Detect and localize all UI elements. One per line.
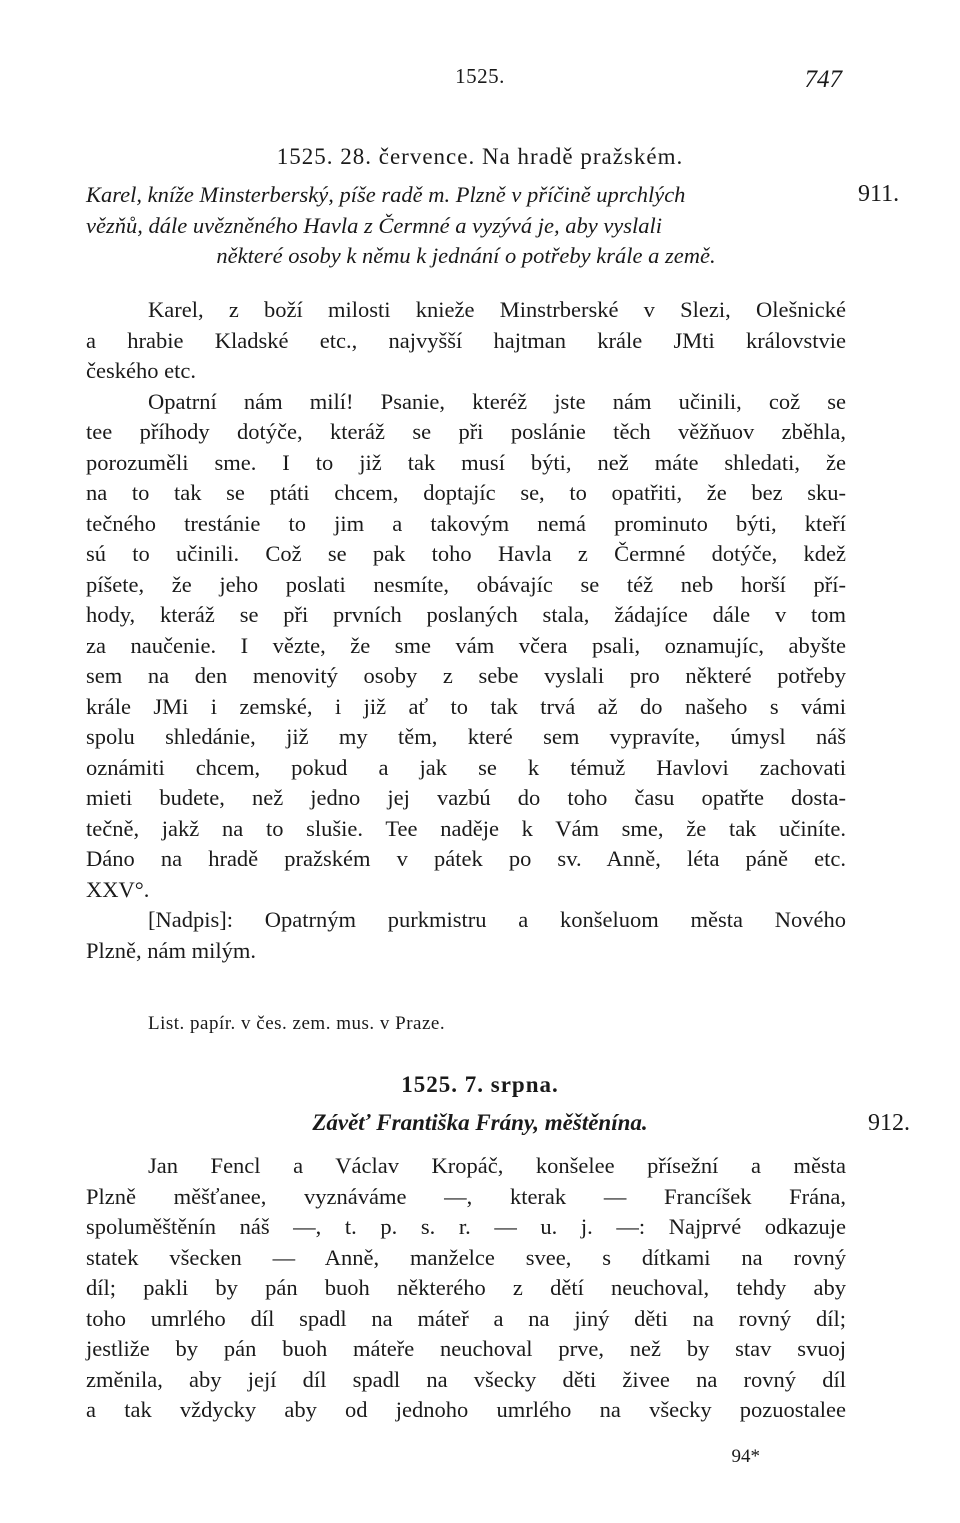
doc911-line: píšete, že jeho poslati nesmíte, obávajíc se též neb horší pří- — [86, 571, 846, 597]
doc912-line: toho umrlého díl spadl na máteř a na jiný děti na rovný díl; — [86, 1305, 846, 1331]
doc911-line: hody, kteráž se při prvních poslaných stala, žádajíce dále v tom — [86, 602, 846, 627]
doc912-line: statek všecken — Anně, manželce svee, s dítkami na rovný — [86, 1244, 846, 1270]
doc911-line: na to tak se ptáti chcem, doptajíc se, to opatřiti, že bez sku- — [86, 480, 846, 505]
doc911-regest-line: vězňů, dále uvězněného Havla z Čermné a vyzývá je, aby vyslali — [86, 212, 663, 238]
doc911-line: za naučenie. I vězte, že sme vám včera psali, oznamujíc, abyšte — [86, 632, 846, 658]
doc911-line: tečně, jakž na to slušie. Tee naděje k Vám sme, že tak učiníte. — [86, 815, 846, 841]
doc911-regest-line: některé osoby k němu k jednání o potřeby krále a země. — [216, 243, 716, 268]
doc911-line: tee příhody dotýče, kteráž se při poslánie těch věžňuov zběhla, — [86, 419, 846, 444]
doc912-body — [86, 1151, 846, 1426]
doc911-line: a hrabie Kladské etc., najvyšší hajtman krále JMti královstvie — [86, 327, 846, 353]
printer-signature-mark: 94* — [731, 1446, 760, 1467]
doc912-line: a tak vždycky aby od jednoho umrlého na všecky pozuostalee — [86, 1397, 846, 1422]
doc911-line: českého etc. — [86, 358, 196, 383]
doc911-line: porozuměli sme. I to již tak musí býti, než máte shledati, že — [86, 449, 846, 475]
doc911-body — [86, 295, 846, 966]
doc911-address-line: [Nadpis]: Opatrným purkmistru a konšeluom města Nového — [148, 907, 846, 932]
doc911-line: sem na den menovitý osoby z sebe vyslali pro některé potřeby — [86, 663, 846, 688]
doc912-line: spoluměštěnín náš —, t. p. s. r. — u. j. —: Najprvé odkazuje — [86, 1214, 846, 1239]
doc911-source-note: List. papír. v čes. zem. mus. v Praze. — [148, 1013, 446, 1034]
doc911-line: oznámiti chcem, pokud a jak se k témuž Havlovi zachovati — [86, 754, 846, 780]
doc911-regest-line: Karel, kníže Minsterberský, píše radě m. Plzně v příčině uprchlých — [86, 182, 686, 207]
doc911-line: Karel, z boží milosti knieže Minstrberské v Slezi, Olešnické — [148, 297, 846, 322]
doc911-regest — [86, 180, 846, 272]
doc911-date-heading: 1525. 28. července. Na hradě pražském. — [276, 144, 684, 169]
doc912-number: 912. — [868, 1110, 910, 1136]
page-number: 747 — [804, 66, 842, 93]
doc912-line: díl; pakli by pán buoh některého z dětí neuchoval, tehdy aby — [86, 1275, 846, 1300]
doc912-line: Jan Fencl a Václav Kropáč, konšelee přísežní a města — [148, 1153, 846, 1178]
doc911-line: spolu shledánie, již my těm, které sem vypravíte, úmysl náš — [86, 724, 846, 749]
doc912-line: změnila, aby její díl spadl na všecky děti živee na rovný díl — [86, 1366, 846, 1392]
doc911-line: tečného trestánie to jim a takovým nemá prominuto býti, kteří — [86, 510, 846, 536]
doc911-address-line: Plzně, nám milým. — [86, 937, 256, 963]
doc912-date-heading: 1525. 7. srpna. — [401, 1072, 559, 1097]
doc911-line: Opatrní nám milí! Psanie, kteréž jste nám učinili, což se — [148, 388, 846, 414]
doc911-line: mieti budete, než jedno jej vazbú do toho času opatřte dosta- — [86, 785, 846, 810]
doc912-title: Závěť Františka Frány, měštěnína. — [312, 1110, 648, 1135]
running-header-year: 1525. — [455, 64, 505, 88]
doc911-line: Dáno na hradě pražském v pátek po sv. Anně, léta páně etc. — [86, 846, 846, 871]
doc911-line: krále JMi i zemské, i již ať to tak trvá až do našeho s vámi — [86, 693, 846, 719]
doc911-line: sú to učinili. Což se pak toho Havla z Čermné dotýče, kdež — [86, 541, 846, 566]
doc911-number: 911. — [858, 181, 900, 207]
doc912-line: jestliže by pán buoh máteře neuchoval prve, než by stav svuoj — [86, 1336, 846, 1361]
doc912-line: Plzně měšťanee, vyznáváme —, kterak — Francíšek Frána, — [86, 1183, 846, 1209]
doc911-line: XXV°. — [86, 876, 150, 902]
